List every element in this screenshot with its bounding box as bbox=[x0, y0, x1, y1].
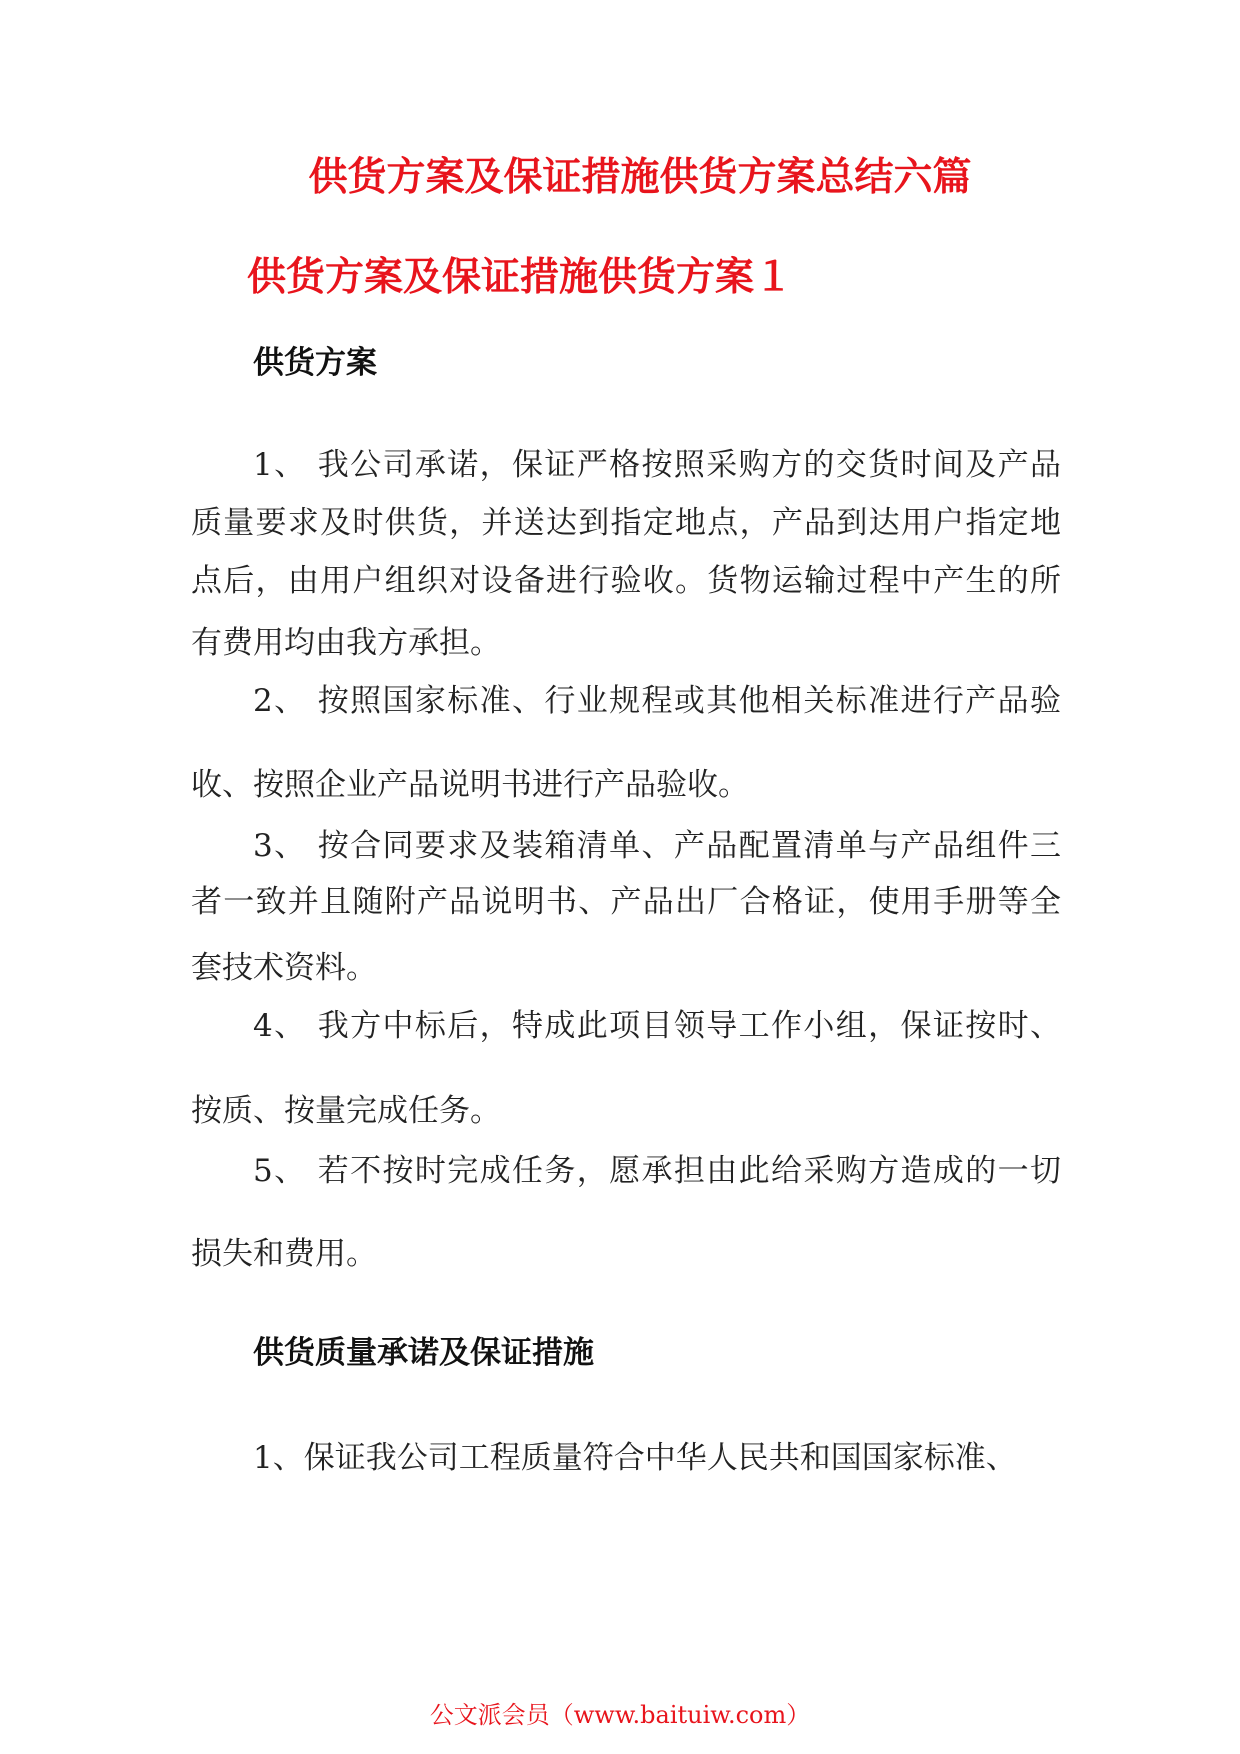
body-line: 5、 若不按时完成任务，愿承担由此给采购方造成的一切 bbox=[253, 1153, 1061, 1189]
body-line: 3、 按合同要求及装箱清单、产品配置清单与产品组件三 bbox=[253, 828, 1061, 864]
document-subtitle: 供货方案及保证措施供货方案１ bbox=[246, 254, 793, 300]
body-line: 套技术资料。 bbox=[191, 950, 377, 986]
body-line: 质量要求及时供货，并送达到指定地点，产品到达用户指定地 bbox=[191, 505, 1061, 541]
body-line: 1、 我公司承诺，保证严格按照采购方的交货时间及产品 bbox=[253, 447, 1061, 483]
body-line: 点后，由用户组织对设备进行验收。货物运输过程中产生的所 bbox=[191, 563, 1061, 599]
footer-watermark: 公文派会员（www.baituiw.com） bbox=[429, 1701, 811, 1729]
body-line: 2、 按照国家标准、行业规程或其他相关标准进行产品验 bbox=[253, 683, 1061, 719]
body-line: 有费用均由我方承担。 bbox=[191, 625, 501, 661]
body-line: 4、 我方中标后，特成此项目领导工作小组，保证按时、 bbox=[253, 1008, 1061, 1044]
body-line: 收、按照企业产品说明书进行产品验收。 bbox=[191, 767, 749, 803]
body-line: 者一致并且随附产品说明书、产品出厂合格证，使用手册等全 bbox=[191, 884, 1061, 920]
document-title: 供货方案及保证措施供货方案总结六篇 bbox=[308, 154, 972, 200]
body-line: 按质、按量完成任务。 bbox=[191, 1093, 501, 1129]
section-heading-supply-plan: 供货方案 bbox=[253, 345, 377, 381]
body-line: 损失和费用。 bbox=[191, 1236, 377, 1272]
section-heading-quality-commitment: 供货质量承诺及保证措施 bbox=[253, 1335, 594, 1371]
body-line: 1、保证我公司工程质量符合中华人民共和国国家标准、 bbox=[253, 1440, 1017, 1476]
